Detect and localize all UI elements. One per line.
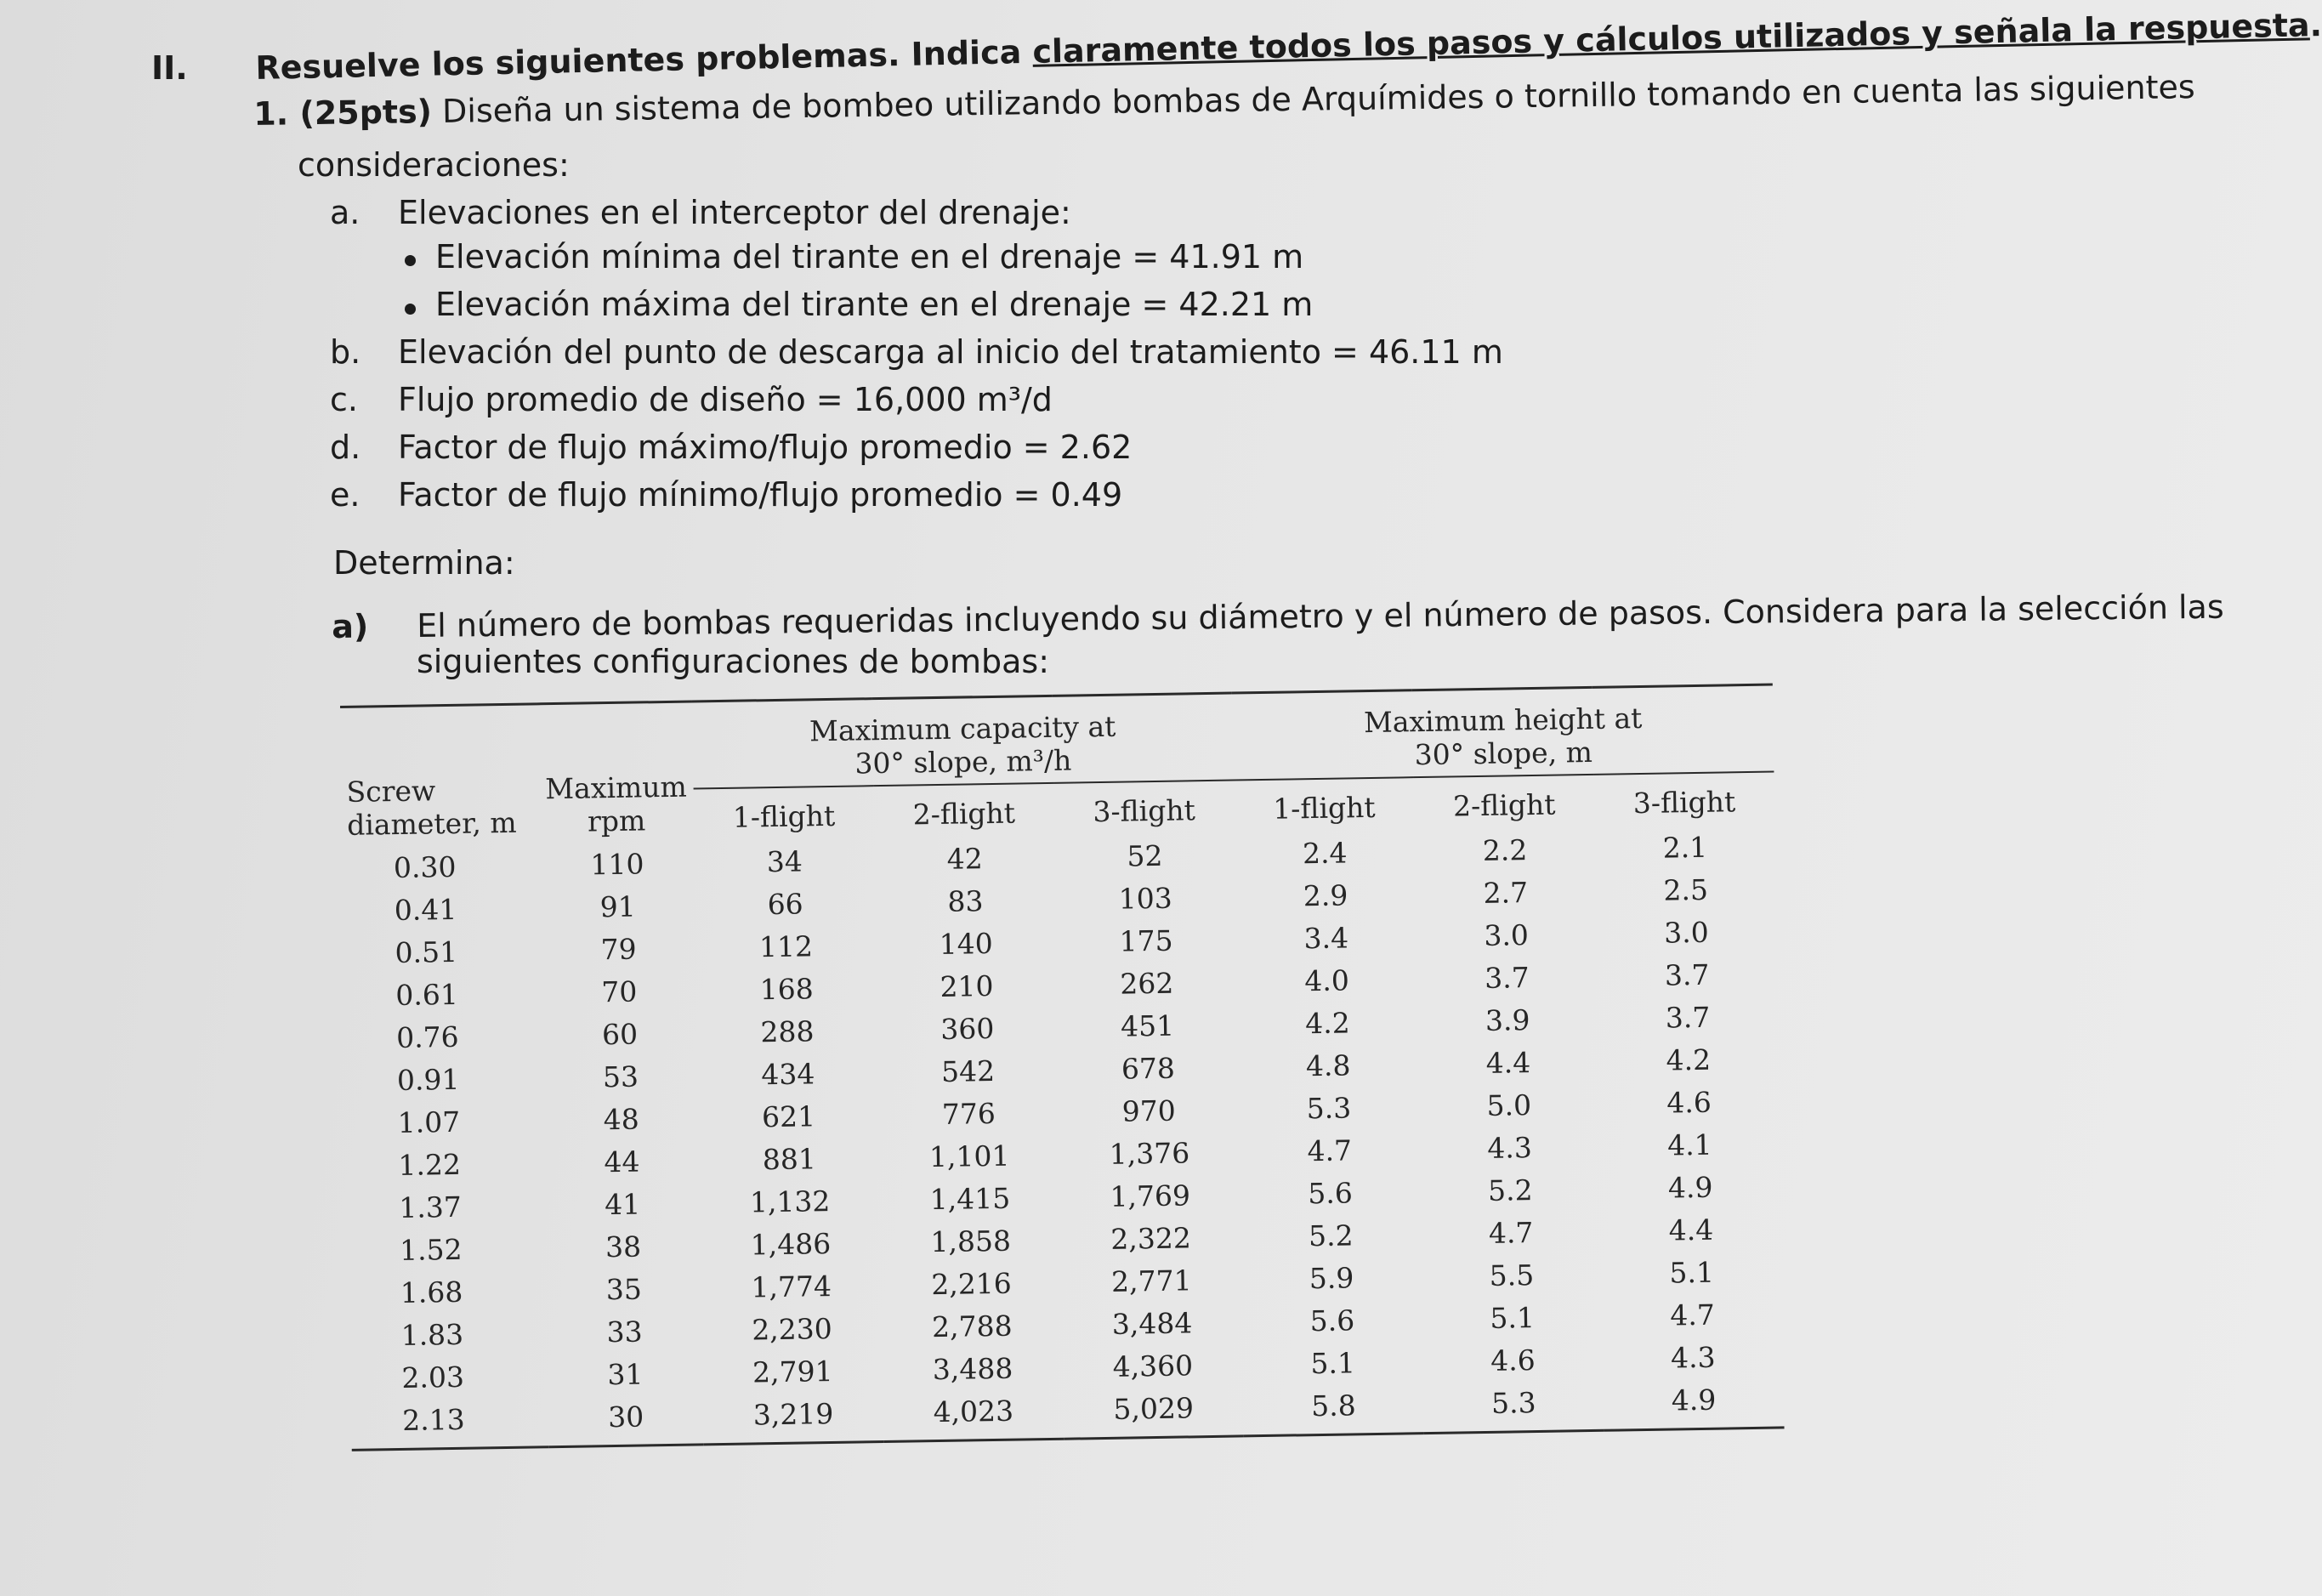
consideration-letter: a.: [330, 194, 361, 231]
determine-item-line1: El número de bombas requeridas incluyendo su diámetro y el número de pasos. Considera para la selección las: [416, 588, 2224, 645]
consideration-e: [330, 476, 1122, 514]
table-cell: 34: [766, 843, 803, 878]
table-cell: 5.5: [1489, 1258, 1535, 1292]
table-cell: 140: [939, 926, 994, 961]
subheader-capacity-1-flight: 1-flight: [732, 798, 836, 834]
table-cell: 4.6: [1666, 1085, 1712, 1120]
table-cell: 5.6: [1307, 1175, 1354, 1210]
table-cell: 1.68: [400, 1275, 463, 1309]
table-cell: 360: [940, 1011, 995, 1046]
table-cell: 1.37: [398, 1190, 463, 1224]
table-cell: 5.1: [1310, 1345, 1356, 1380]
table-cell: 3.0: [1663, 915, 1709, 950]
table-cell: 1.22: [398, 1147, 462, 1182]
header-max-height: Maximum height at 30° slope, m: [1232, 684, 1774, 780]
table-cell: 1,486: [750, 1226, 832, 1261]
table-cell: 33: [606, 1315, 643, 1349]
table-cell: 2.7: [1483, 875, 1529, 910]
consideration-letter: e.: [330, 476, 361, 514]
instruction-underlined: claramente todos los pasos y cálculos utilizados y señala la respuesta: [1031, 6, 2310, 71]
table-cell: 210: [940, 968, 994, 1003]
determine-label: Determina:: [333, 544, 515, 582]
table-cell: 970: [1121, 1093, 1176, 1128]
table-cell: 35: [605, 1272, 643, 1306]
table-body: [343, 825, 1785, 1451]
table-cell: 1.83: [400, 1317, 464, 1352]
table-cell: 3,219: [703, 1391, 884, 1445]
table-cell: 1,132: [749, 1184, 831, 1219]
section-roman-numeral: II.: [151, 49, 188, 87]
table-cell: 44: [604, 1144, 640, 1179]
table-cell: 70: [601, 974, 638, 1008]
table-cell: 3.9: [1485, 1002, 1530, 1037]
table-cell: 5.3: [1423, 1380, 1604, 1434]
table-cell: 5,029: [1063, 1385, 1244, 1439]
bullet-min-elevation: Elevación mínima del tirante en el drenaje = 41.91 m: [435, 238, 1304, 275]
subheader-height-2-flight: 2-flight: [1452, 787, 1556, 823]
consideration-b: [330, 333, 1503, 371]
table-cell: 2.2: [1482, 832, 1528, 867]
table-cell: 5.8: [1243, 1383, 1424, 1436]
table-cell: 2,216: [930, 1266, 1013, 1301]
table-cell: 1,415: [929, 1181, 1011, 1216]
table-cell: 38: [605, 1230, 642, 1264]
table-cell: 2.5: [1663, 872, 1709, 907]
table-cell: 2,230: [751, 1311, 833, 1346]
table-cell: 53: [602, 1059, 639, 1093]
table-cell: 4.7: [1669, 1298, 1716, 1332]
table-cell: 42: [946, 841, 983, 876]
header-screw-diameter: Screw diameter, m: [340, 704, 540, 847]
table-cell: 4.2: [1666, 1042, 1712, 1077]
table-cell: 1,769: [1110, 1178, 1191, 1213]
table-cell: 3.7: [1484, 960, 1530, 995]
consideration-a: [330, 194, 1071, 231]
table-cell: 288: [760, 1014, 815, 1048]
table-cell: 5.9: [1309, 1260, 1354, 1295]
determine-item-a: [332, 588, 2224, 645]
table-cell: 0.61: [395, 977, 459, 1012]
table-cell: 1,101: [928, 1139, 1010, 1173]
table-cell: 3.0: [1484, 917, 1530, 952]
consideration-text: Elevación del punto de descarga al inicio del tratamiento = 46.11 m: [398, 333, 1503, 371]
table-cell: 3.4: [1303, 920, 1349, 955]
table-cell: 112: [758, 929, 814, 963]
table-cell: 4.9: [1604, 1377, 1785, 1430]
subheader-height-1-flight: 1-flight: [1272, 790, 1376, 826]
table-cell: 30: [548, 1394, 704, 1446]
table-cell: 3,484: [1111, 1305, 1193, 1341]
table-cell: 4.7: [1307, 1133, 1353, 1167]
table-cell: 678: [1121, 1051, 1176, 1086]
table-cell: 4.6: [1490, 1343, 1536, 1377]
table-cell: 2,791: [752, 1354, 833, 1389]
table-cell: 52: [1127, 838, 1163, 872]
table-cell: 175: [1119, 923, 1173, 958]
table-cell: 2.03: [401, 1360, 465, 1394]
table-cell: 83: [947, 883, 984, 918]
table-cell: 168: [759, 971, 815, 1006]
table-cell: 4.2: [1304, 1005, 1350, 1040]
table-cell: 0.91: [396, 1062, 460, 1097]
table-cell: 3.7: [1664, 957, 1710, 992]
table-cell: 5.3: [1306, 1090, 1352, 1125]
table-cell: 110: [590, 846, 644, 881]
table-cell: 48: [603, 1102, 639, 1136]
table-cell: 2,771: [1110, 1263, 1192, 1298]
header-max-capacity: Maximum capacity at 30° slope, m³/h: [692, 693, 1234, 788]
table-cell: 0.30: [393, 849, 457, 884]
table-cell: 4.4: [1485, 1045, 1531, 1080]
problem-number: 1. (25pts): [253, 93, 433, 133]
table-cell: 4,023: [883, 1389, 1064, 1442]
table-cell: 4.1: [1666, 1127, 1712, 1162]
table-cell: 2,322: [1110, 1220, 1192, 1256]
table-cell: 542: [940, 1054, 996, 1088]
determine-item-line2: siguientes configuraciones de bombas:: [417, 643, 1050, 680]
table-cell: 41: [604, 1187, 641, 1221]
table-cell: 66: [767, 886, 803, 921]
table-cell: 79: [600, 932, 637, 966]
consideration-c: [330, 381, 1053, 418]
table-cell: 1,858: [930, 1224, 1012, 1258]
table-cell: 434: [760, 1056, 815, 1091]
subheader-height-3-flight: 3-flight: [1632, 785, 1736, 821]
table-cell: 4.7: [1488, 1215, 1534, 1250]
table-cell: 5.0: [1486, 1088, 1532, 1122]
bullet-max-elevation: Elevación máxima del tirante en el drenaje = 42.21 m: [435, 286, 1314, 323]
table-cell: 5.2: [1308, 1218, 1354, 1252]
consideration-text: Flujo promedio de diseño = 16,000 m³/d: [398, 381, 1053, 418]
table-cell: 1.07: [397, 1105, 461, 1139]
consideration-text: Factor de flujo mínimo/flujo promedio = 0.49: [398, 476, 1123, 514]
table-cell: 0.41: [394, 892, 457, 927]
table-cell: 4.0: [1304, 963, 1350, 997]
table-cell: 91: [599, 889, 637, 923]
table-cell: 4.8: [1305, 1048, 1351, 1082]
table-cell: 60: [601, 1017, 639, 1051]
bullet-dot: [405, 304, 416, 315]
subheader-capacity-2-flight: 2-flight: [912, 796, 1016, 832]
table-cell: 4.3: [1487, 1130, 1533, 1165]
consideration-d: [330, 429, 1132, 466]
consideration-letter: d.: [330, 429, 361, 466]
table-cell: 5.1: [1669, 1255, 1715, 1290]
table-cell: 1,376: [1109, 1135, 1190, 1171]
table-cell: 2.9: [1303, 878, 1348, 912]
table-cell: 5.6: [1309, 1303, 1355, 1338]
table-cell: 5.1: [1490, 1300, 1536, 1335]
table-cell: 881: [762, 1141, 817, 1176]
determine-item-letter: a): [332, 607, 369, 645]
table-cell: 2.4: [1302, 835, 1348, 870]
table-cell: 1.52: [399, 1232, 463, 1267]
table-cell: 4.3: [1670, 1340, 1716, 1375]
table-cell: 262: [1119, 966, 1174, 1001]
table-cell: 4.4: [1668, 1213, 1714, 1247]
table-cell: 4.9: [1667, 1170, 1713, 1205]
bullet-dot: [405, 255, 416, 266]
consideration-text: Elevaciones en el interceptor del drenaje:: [398, 194, 1071, 231]
table-cell: 776: [941, 1096, 996, 1131]
table-cell: 2.13: [351, 1396, 549, 1450]
table-cell: 0.51: [395, 934, 458, 969]
table-cell: 103: [1118, 881, 1173, 916]
problem-statement-line1: Diseña un sistema de bombeo utilizando bombas de Arquímides o tornillo tomando en cuenta las siguientes: [431, 68, 2195, 131]
instruction-prefix: Resuelve los siguientes problemas. Indica: [255, 32, 1033, 87]
screw-pump-table: [340, 684, 1785, 1451]
consideration-letter: c.: [330, 381, 358, 418]
table-cell: 2.1: [1662, 830, 1708, 865]
table-cell: 3,488: [932, 1351, 1013, 1386]
header-max-rpm: Maximum rpm: [537, 701, 695, 843]
table-cell: 1,774: [751, 1269, 832, 1303]
instruction-suffix: .: [2309, 6, 2322, 44]
subheader-capacity-3-flight: 3-flight: [1093, 793, 1196, 829]
table-cell: 4,360: [1112, 1348, 1194, 1383]
table-cell: 31: [607, 1357, 644, 1391]
table-cell: 3.7: [1665, 1000, 1711, 1035]
consideration-letter: b.: [330, 333, 361, 371]
consideration-text: Factor de flujo máximo/flujo promedio = 2.62: [398, 429, 1133, 466]
table-cell: 621: [761, 1099, 816, 1133]
table-cell: 2,788: [931, 1309, 1013, 1343]
problem-statement-line2: consideraciones:: [298, 146, 570, 184]
table-cell: 451: [1120, 1008, 1175, 1043]
table-cell: 5.2: [1487, 1173, 1533, 1207]
table-cell: 0.76: [395, 1020, 459, 1054]
